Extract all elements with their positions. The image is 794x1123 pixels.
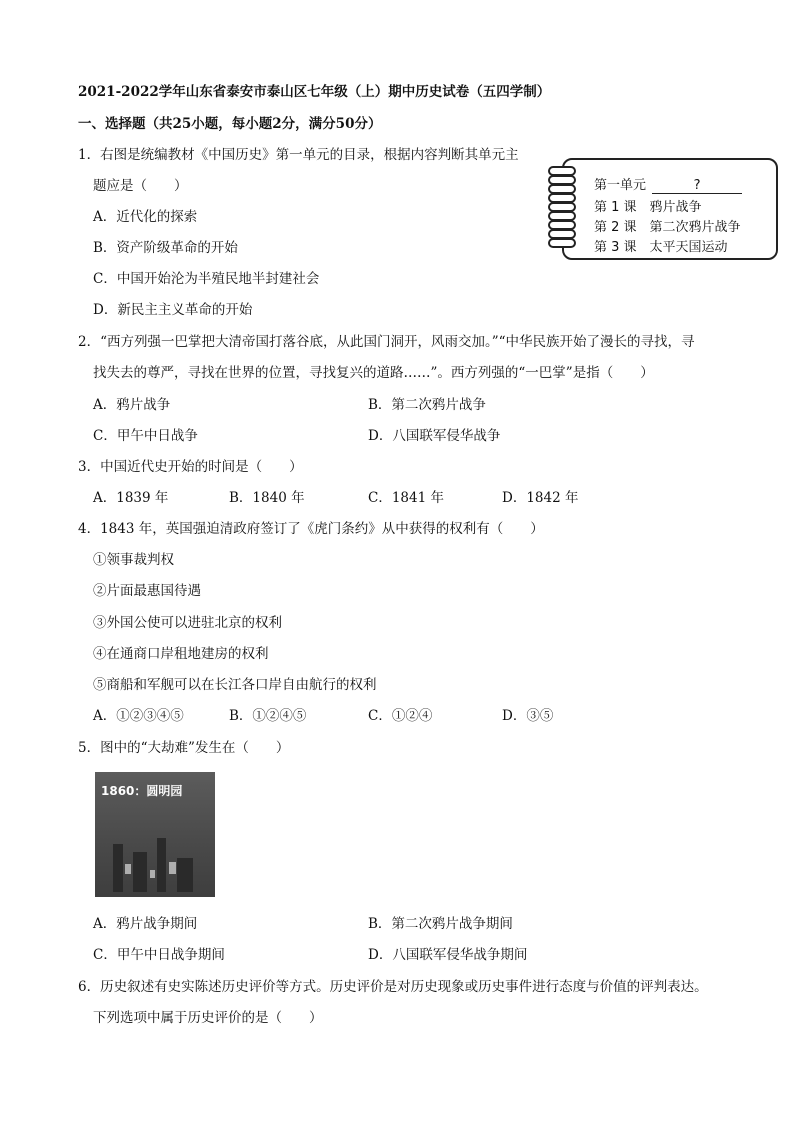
fire-glow bbox=[169, 862, 176, 874]
q4-option-b[interactable]: B．①②④⑤ bbox=[229, 708, 307, 724]
q4-stem: 4．1843 年，英国强迫清政府签订了《虎门条约》从中获得的权利有（ ） bbox=[78, 521, 544, 537]
notebook-lesson-3: 第 3 课 太平天国运动 bbox=[594, 240, 728, 255]
ruin-pillar bbox=[157, 838, 166, 892]
fire-glow bbox=[150, 870, 155, 878]
q4-statement-4: ④在通商口岸租地建房的权利 bbox=[93, 646, 269, 662]
ruin-pillar bbox=[113, 844, 123, 892]
q4-statement-3: ③外国公使可以进驻北京的权利 bbox=[93, 615, 282, 631]
q1-option-a[interactable]: A．近代化的探索 bbox=[93, 209, 198, 225]
q4-statement-1: ①领事裁判权 bbox=[93, 552, 174, 568]
notebook-unit-line bbox=[594, 174, 742, 194]
q6-stem-line1: 6．历史叙述有史实陈述历史评价等方式。历史评价是对历史现象或历史事件进行态度与价值的评判表达。 bbox=[78, 979, 708, 995]
q3-stem: 3．中国近代史开始的时间是（ ） bbox=[78, 459, 303, 475]
yuanmingyuan-photo bbox=[95, 772, 215, 897]
q1-option-b[interactable]: B．资产阶级革命的开始 bbox=[93, 240, 238, 256]
ruin-pillar bbox=[133, 852, 147, 892]
notebook-lesson-2: 第 2 课 第二次鸦片战争 bbox=[594, 220, 741, 235]
notebook-blank: ? bbox=[652, 178, 742, 194]
notebook-lesson-1: 第 1 课 鸦片战争 bbox=[594, 200, 702, 215]
q1-stem-line2: 题应是（ ） bbox=[93, 178, 188, 194]
q2-option-d[interactable]: D．八国联军侵华战争 bbox=[368, 428, 501, 444]
q1-option-c[interactable]: C．中国开始沦为半殖民地半封建社会 bbox=[93, 271, 320, 287]
q2-option-c[interactable]: C．甲午中日战争 bbox=[93, 428, 198, 444]
notebook-unit: 第一单元 bbox=[594, 178, 647, 193]
q5-option-d[interactable]: D．八国联军侵华战争期间 bbox=[368, 947, 528, 963]
q3-option-d[interactable]: D．1842 年 bbox=[502, 490, 579, 506]
q4-option-c[interactable]: C．①②④ bbox=[368, 708, 433, 724]
ruin-pillar bbox=[177, 858, 193, 892]
spiral-ring bbox=[548, 238, 576, 248]
q5-option-c[interactable]: C．甲午中日战争期间 bbox=[93, 947, 225, 963]
q6-stem-line2: 下列选项中属于历史评价的是（ ） bbox=[93, 1010, 323, 1026]
q4-statement-5: ⑤商船和军舰可以在长江各口岸自由航行的权利 bbox=[93, 677, 377, 693]
section-heading: 一、选择题（共25小题，每小题2分，满分50分） bbox=[78, 116, 382, 132]
q5-option-b[interactable]: B．第二次鸦片战争期间 bbox=[368, 916, 513, 932]
q5-option-a[interactable]: A．鸦片战争期间 bbox=[93, 916, 198, 932]
q3-option-a[interactable]: A．1839 年 bbox=[93, 490, 169, 506]
q5-stem: 5．图中的“大劫难”发生在（ ） bbox=[78, 740, 290, 756]
q4-option-d[interactable]: D．③⑤ bbox=[502, 708, 554, 724]
q4-statement-2: ②片面最惠国待遇 bbox=[93, 583, 201, 599]
fire-glow bbox=[125, 864, 131, 874]
q4-option-a[interactable]: A．①②③④⑤ bbox=[93, 708, 184, 724]
q3-option-b[interactable]: B．1840 年 bbox=[229, 490, 305, 506]
q2-stem-line1: 2．“西方列强一巴掌把大清帝国打落谷底，从此国门洞开，风雨交加。”“中华民族开始了漫长的寻找，寻 bbox=[78, 334, 695, 350]
photo-caption: 1860：圆明园 bbox=[101, 784, 183, 798]
q3-option-c[interactable]: C．1841 年 bbox=[368, 490, 444, 506]
q1-option-d[interactable]: D．新民主主义革命的开始 bbox=[93, 302, 253, 318]
notebook-figure bbox=[548, 158, 778, 258]
q2-option-b[interactable]: B．第二次鸦片战争 bbox=[368, 397, 486, 413]
exam-title: 2021-2022学年山东省泰安市泰山区七年级（上）期中历史试卷（五四学制） bbox=[78, 84, 551, 100]
q2-option-a[interactable]: A．鸦片战争 bbox=[93, 397, 171, 413]
q2-stem-line2: 找失去的尊严，寻找在世界的位置，寻找复兴的道路……”。西方列强的“一巴掌”是指（ ） bbox=[93, 365, 654, 381]
q1-stem-line1: 1．右图是统编教材《中国历史》第一单元的目录，根据内容判断其单元主 bbox=[78, 147, 519, 163]
